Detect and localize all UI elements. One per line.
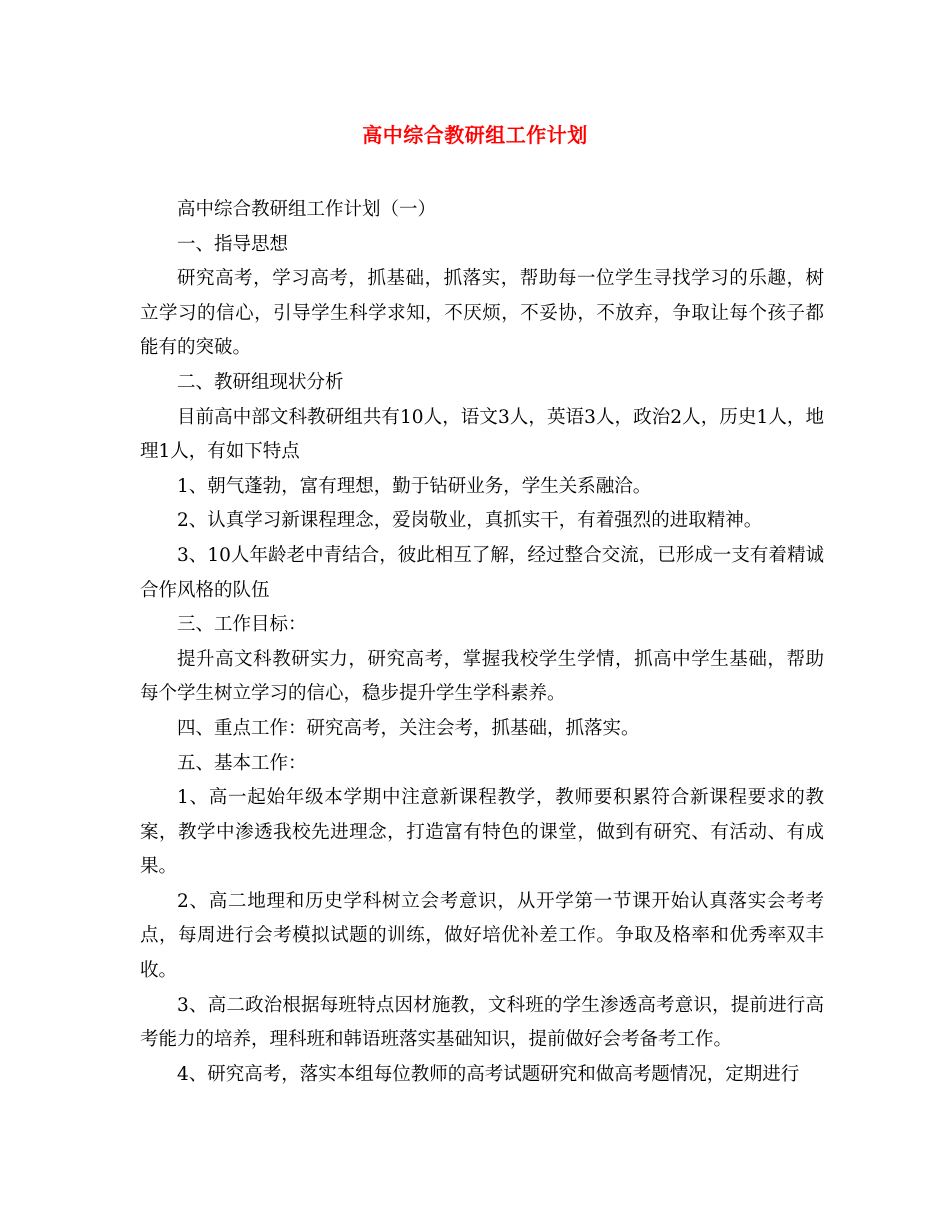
document-title: 高中综合教研组工作计划 [362,123,588,147]
document-body [140,193,824,1092]
list-item-basic-work-1: 1、高一起始年级本学期中注意新课程教学，教师要积累符合新课程要求的教案，教学中渗透我校先进理念，打造富有特色的课堂，做到有研究、有活动、有成果。 [140,787,824,878]
list-item-basic-work-2: 2、高二地理和历史学科树立会考意识，从开学第一节课开始认真落实会考考点，每周进行会考模拟试题的训练，做好培优补差工作。争取及格率和优秀率双丰收。 [140,890,824,982]
heading-basic-work: 五、基本工作： [177,752,307,774]
paragraph-subtitle: 高中综合教研组工作计划（一） [177,199,437,220]
paragraph-status-analysis: 目前高中部文科教研组共有10人，语文3人，英语3人，政治2人，历史1人，地理1人，有如下特点 [140,406,824,463]
list-item-basic-work-3: 3、高二政治根据每班特点因材施教，文科班的学生渗透高考意识，提前进行高考能力的培养，理科班和韩语班落实基础知识，提前做好会考备考工作。 [140,994,824,1051]
list-item-feature-1: 1、朝气蓬勃，富有理想，勤于钻研业务，学生关系融洽。 [177,475,652,497]
heading-work-goals: 三、工作目标： [177,614,307,636]
list-item-basic-work-4: 4、研究高考，落实本组每位教师的高考试题研究和做高考题情况，定期进行 [177,1063,800,1085]
heading-guiding-thought: 一、指导思想 [177,233,289,255]
list-item-feature-2: 2、认真学习新课程理念，爱岗敬业，真抓实干，有着强烈的进取精神。 [177,510,763,532]
heading-status-analysis: 二、教研组现状分析 [177,371,344,393]
heading-key-work: 四、重点工作：研究高考，关注会考，抓基础，抓落实。 [177,717,640,739]
paragraph-work-goals: 提升高文科教研实力，研究高考，掌握我校学生学情，抓高中学生基础，帮助每个学生树立学习的信心，稳步提升学生学科素养。 [140,648,824,705]
paragraph-guiding-thought: 研究高考，学习高考，抓基础，抓落实，帮助每一位学生寻找学习的乐趣，树立学习的信心，引导学生科学求知，不厌烦，不妥协，不放弃，争取让每个孩子都能有的突破。 [140,268,824,359]
list-item-feature-3: 3、10人年龄老中青结合，彼此相互了解，经过整合交流，已形成一支有着精诚合作风格的队伍 [140,544,824,601]
